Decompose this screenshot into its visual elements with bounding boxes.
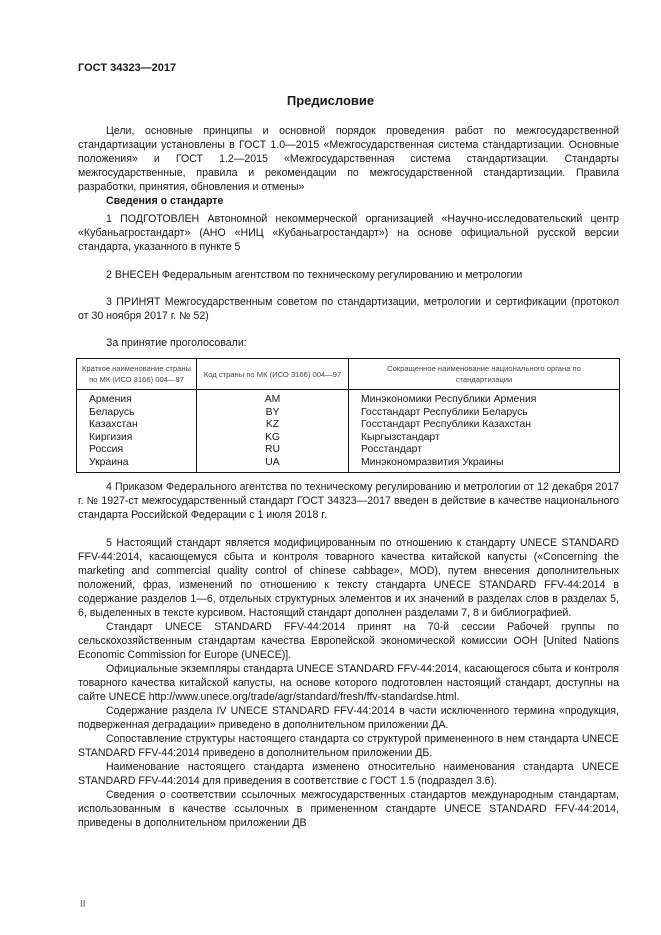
code-cell: KG	[197, 432, 349, 445]
item-5-block	[0, 536, 619, 830]
document-header: ГОСТ 34323—2017	[78, 62, 177, 74]
country-cell: Россия	[77, 444, 197, 457]
voting-table	[76, 358, 620, 473]
item-4: 4 Приказом Федерального агентства по техническому регулированию и метрологии от 12 декабря 2017 г. № 1927-ст межгосударственный стандарт ГОСТ 34323—2017 введен в действие в качестве национального стандарта Российской Федерации с 1 июля 2018 г.	[78, 481, 619, 521]
page-number: II	[80, 899, 86, 910]
table-header: Краткое наименование страны по МК (ИСО 3166) 004—97	[77, 359, 197, 390]
table-header: Сокращенное наименование национального органа по стандартизации	[349, 359, 620, 390]
country-cell: Беларусь	[77, 407, 197, 420]
country-cell: Казахстан	[77, 419, 197, 432]
item-5-paragraph: 5 Настоящий стандарт является модифицированным по отношению к стандарту UNECE STANDARD FFV-44:2014, касающемуся сбыта и контроля товарного качества китайской капусты («Concerning the marketing and commercial quality control of chinese cabbage», MOD), путем внесения дополнительных положений, фраз, изменений по отношению к тексту стандарта UNECE STANDARD FFV-44:2014 в содержание разделов 1—6, отдельных структурных элементов и их значений в разделах слов в разделах 5, 6, выделенных в тексте курсивом. Настоящий стандарт дополнен разделами 7, 8 и библиографией.	[78, 537, 619, 619]
body-cell: Госстандарт Республики Беларусь	[349, 407, 620, 420]
table-row	[77, 432, 620, 445]
table-row	[77, 419, 620, 432]
body-cell: Минэкономразвития Украины	[349, 457, 620, 473]
subheading: Сведения о стандарте	[106, 195, 224, 207]
table-row	[77, 390, 620, 407]
code-cell: RU	[197, 444, 349, 457]
item-5-paragraph: Сведения о соответствии ссылочных межгосударственных стандартов международным стандартам, использованным в качестве ссылочных в примененном стандарте UNECE STANDARD FFV-44:2014, приведены в дополнительном приложении ДВ	[78, 789, 619, 829]
code-cell: BY	[197, 407, 349, 420]
item-5-paragraph: Сопоставление структуры настоящего стандарта со структурой примененного в нем стандарта UNECE STANDARD FFV-44:2014 приведено в дополнительном приложении ДБ.	[78, 733, 619, 759]
item-5-paragraph: Стандарт UNECE STANDARD FFV-44:2014 принят на 70-й сессии Рабочей группы по сельскохозяйственным стандартам качества Европейской экономической комиссии ООН [United Nations Economic Commission for Europe (UNECE)].	[78, 621, 619, 661]
body-cell: Госстандарт Республики Казахстан	[349, 419, 620, 432]
body-cell: Росстандарт	[349, 444, 620, 457]
table-row	[77, 444, 620, 457]
country-cell: Киргизия	[77, 432, 197, 445]
item-5-paragraph: Содержание раздела IV UNECE STANDARD FFV-44:2014 в части исключенного термина «продукция, подверженная деградации» приведено в дополнительном приложении ДА.	[78, 705, 619, 731]
code-cell: AM	[197, 390, 349, 407]
item-1: 1 ПОДГОТОВЛЕН Автономной некоммерческой организацией «Научно-исследовательский центр «Кубаньагростандарт» (АНО «НИЦ «Кубаньагростандарт») на основе официальной русской версии стандарта, указанного в пункте 5	[78, 213, 619, 253]
table-row	[77, 407, 620, 420]
item-5-paragraph: Официальные экземпляры стандарта UNECE STANDARD FFV-44:2014, касающегося сбыта и контроля товарного качества китайской капусты, на основе которого подготовлен настоящий стандарт, доступны на сайте UNECE http://www.unece.org/trade/agr/standard/fresh/ffv-standardse.html.	[78, 663, 619, 703]
country-cell: Армения	[77, 390, 197, 407]
code-cell: KZ	[197, 419, 349, 432]
item-3: 3 ПРИНЯТ Межгосударственным советом по стандартизации, метрологии и сертификации (протокол от 30 ноября 2017 г. № 52)	[78, 296, 619, 322]
vote-label: За принятие проголосовали:	[106, 337, 247, 349]
intro-paragraph: Цели, основные принципы и основной порядок проведения работ по межгосударственной стандартизации установлены в ГОСТ 1.0—2015 «Межгосударственная система стандартизации. Основные положения» и ГОСТ 1.2—2015 «Межгосударственная система стандартизации. Стандарты межгосударственные, правила и рекомендации по межгосударственной стандартизации. Правила разработки, принятия, обновления и отмены»	[78, 125, 619, 193]
body-cell: Минэкономики Республики Армения	[349, 390, 620, 407]
table-row	[77, 457, 620, 473]
body-cell: Кыргызстандарт	[349, 432, 620, 445]
item-2: 2 ВНЕСЕН Федеральным агентством по техническому регулированию и метрологии	[106, 269, 523, 281]
code-cell: UA	[197, 457, 349, 473]
country-cell: Украина	[77, 457, 197, 473]
item-5-paragraph: Наименование настоящего стандарта изменено относительно наименования стандарта UNECE STANDARD FFV-44:2014 для приведения в соответствие с ГОСТ 1.5 (подраздел 3.6).	[78, 761, 619, 787]
section-title: Предисловие	[286, 93, 375, 108]
table-header: Код страны по МК (ИСО 3166) 004—97	[197, 359, 349, 390]
